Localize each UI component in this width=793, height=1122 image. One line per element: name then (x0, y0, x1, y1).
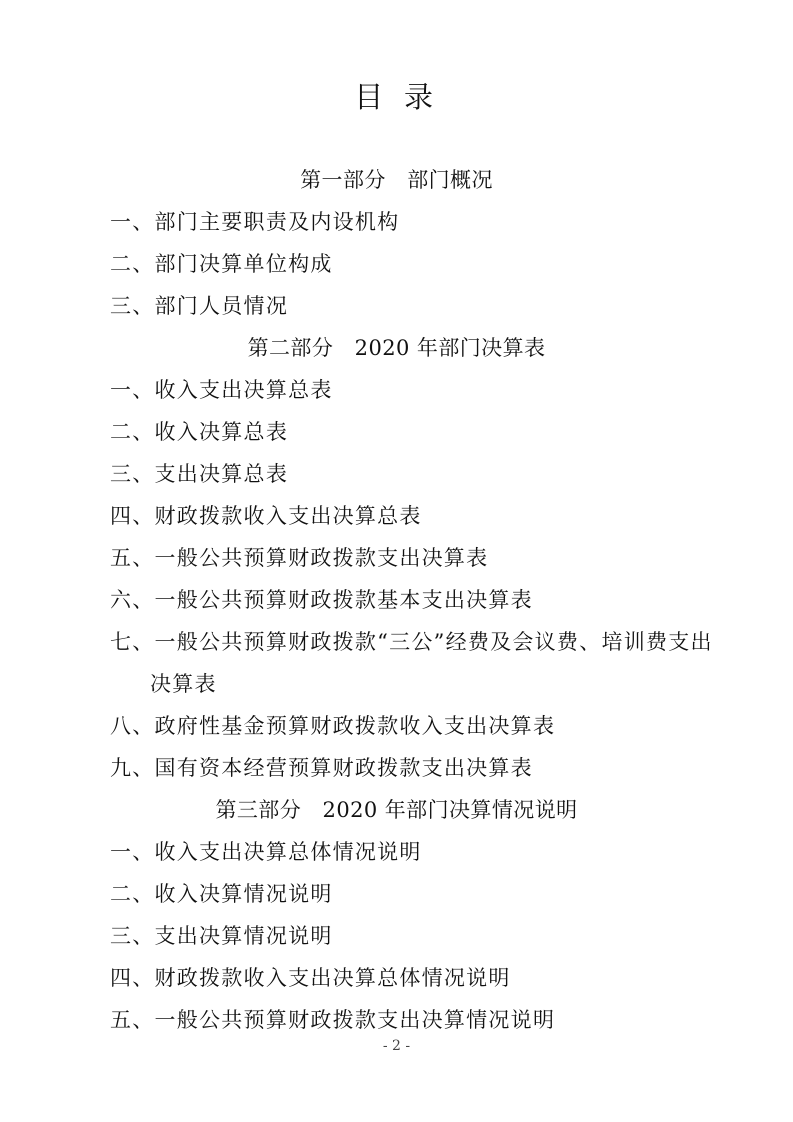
part-heading: 第二部分 2020 年部门决算表 (247, 336, 546, 360)
toc-item-continuation: 决算表 (150, 672, 217, 696)
toc-item: 二、收入决算总表 (110, 420, 289, 444)
toc-item: 三、部门人员情况 (110, 294, 289, 318)
toc-item: 三、支出决算情况说明 (110, 924, 333, 948)
page-number: - 2 - (382, 1038, 411, 1054)
part-heading: 第三部分 2020 年部门决算情况说明 (215, 798, 578, 822)
toc-item: 九、国有资本经营预算财政拨款支出决算表 (110, 756, 533, 780)
toc-item: 二、部门决算单位构成 (110, 252, 333, 276)
toc-item: 四、财政拨款收入支出决算总表 (110, 504, 422, 528)
toc-item: 八、政府性基金预算财政拨款收入支出决算表 (110, 714, 556, 738)
part-heading: 第一部分 部门概况 (300, 168, 493, 192)
toc-item: 一、收入支出决算总体情况说明 (110, 840, 422, 864)
toc-item: 七、一般公共预算财政拨款“三公”经费及会议费、培训费支出 (110, 630, 713, 654)
toc-item: 二、收入决算情况说明 (110, 882, 333, 906)
toc-item: 六、一般公共预算财政拨款基本支出决算表 (110, 588, 533, 612)
toc-item: 一、部门主要职责及内设机构 (110, 210, 400, 234)
toc-item: 五、一般公共预算财政拨款支出决算表 (110, 546, 489, 570)
toc-item: 四、财政拨款收入支出决算总体情况说明 (110, 966, 511, 990)
toc-item: 五、一般公共预算财政拨款支出决算情况说明 (110, 1008, 556, 1032)
page-title: 目 录 (354, 80, 439, 114)
toc-item: 一、收入支出决算总表 (110, 378, 333, 402)
toc-item: 三、支出决算总表 (110, 462, 289, 486)
